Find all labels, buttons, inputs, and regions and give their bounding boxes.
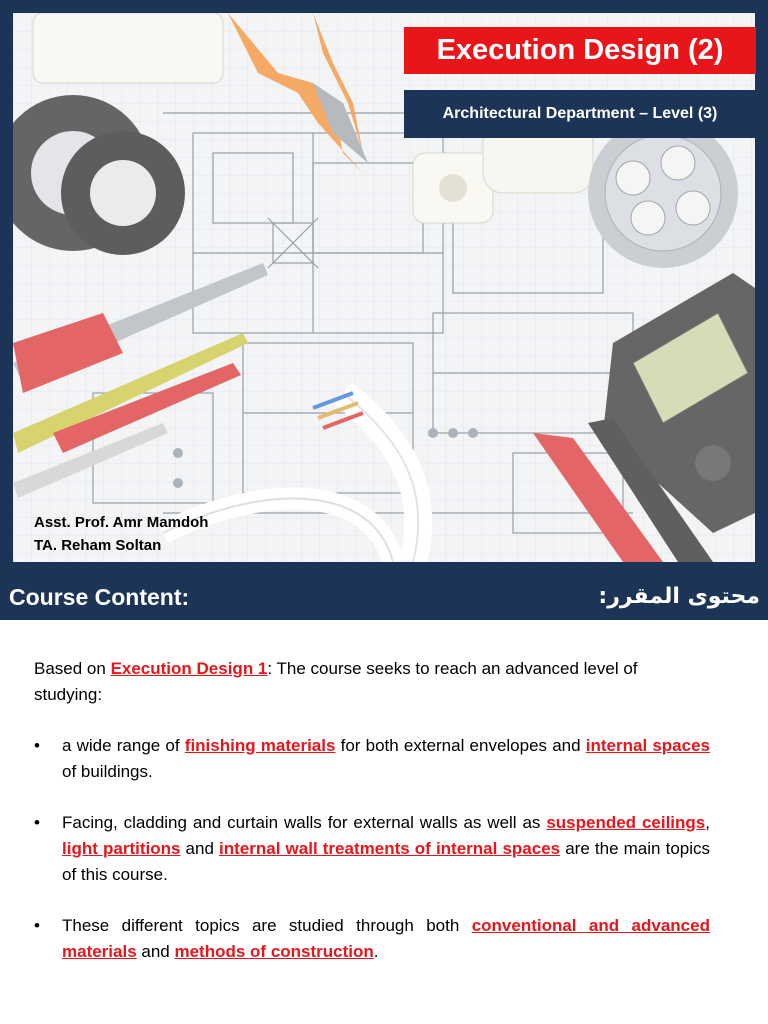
list-item [34,810,710,888]
execution-design-1-link: Execution Design 1 [110,659,268,678]
bullet-icon: • [34,813,40,832]
list-item [34,913,710,965]
highlight-term: internal wall treatments of internal spaces [219,839,561,858]
course-content [34,656,710,990]
highlight-term: suspended ceilings [546,813,706,832]
bullet-icon: • [34,736,40,755]
bullet-text: of buildings. [62,762,153,781]
intro-paragraph [34,656,710,708]
section-title-english: Course Content: [9,584,190,610]
department-subtitle: Architectural Department – Level (3) [404,90,756,138]
author-professor: Asst. Prof. Amr Mamdoh [34,514,209,531]
bullet-icon: • [34,916,40,935]
highlight-term: internal spaces [585,736,710,755]
bullet-text: for both external envelopes and [335,736,586,755]
authors-block [34,511,208,557]
highlight-term: light partitions [62,839,181,858]
bullet-text: and [180,839,220,858]
bullet-text: Facing, cladding and curtain walls for external walls as well as [62,813,547,832]
bullet-text: . [373,942,379,961]
highlight-term: methods of construction [174,942,374,961]
highlight-term: conventional and advanced materials [62,916,710,961]
bullet-text: are the main topics of this course. [62,839,711,884]
topics-list [34,733,710,965]
intro-suffix: : The course seeks to reach an advanced level of studying: [34,659,638,704]
author-assistant: TA. Reham Soltan [34,537,162,554]
bullet-text: , [705,813,710,832]
section-title-arabic: محتوى المقرر: [598,584,760,609]
list-item [34,733,710,785]
intro-prefix: Based on [34,659,111,678]
bullet-text: and [136,942,175,961]
highlight-term: finishing materials [184,736,336,755]
bullet-text: a wide range of [62,736,185,755]
bullet-text: These different topics are studied through both [62,916,472,935]
presentation-title: Execution Design (2) [404,27,756,74]
